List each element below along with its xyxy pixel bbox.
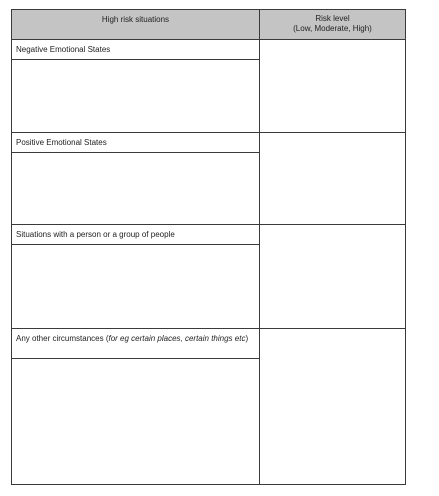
risk-level-negative-emotional-states[interactable] bbox=[260, 40, 406, 133]
header-risk-level bbox=[260, 10, 406, 40]
high-risk-situations-table bbox=[11, 9, 406, 485]
risk-level-situations-with-people[interactable] bbox=[260, 225, 406, 329]
category-label-example-text: for eg certain places, certain things etc bbox=[108, 334, 246, 343]
category-label-negative-emotional-states bbox=[12, 40, 260, 60]
category-label-positive-emotional-states bbox=[12, 133, 260, 153]
risk-level-positive-emotional-states[interactable] bbox=[260, 133, 406, 225]
risk-level-other-circumstances[interactable] bbox=[260, 329, 406, 485]
entry-situations-with-people[interactable] bbox=[12, 245, 260, 329]
category-label-text: Positive Emotional States bbox=[16, 138, 107, 147]
entry-negative-emotional-states[interactable] bbox=[12, 60, 260, 133]
category-label-text: Any other circumstances ( bbox=[16, 334, 109, 343]
header-risk-level-scale: (Low, Moderate, High) bbox=[293, 24, 372, 33]
category-label-situations-with-people bbox=[12, 225, 260, 245]
header-risk-level-text: Risk level bbox=[315, 14, 350, 23]
category-label-text: Situations with a person or a group of people bbox=[16, 230, 175, 239]
entry-positive-emotional-states[interactable] bbox=[12, 153, 260, 225]
header-high-risk-situations bbox=[12, 10, 260, 40]
entry-other-circumstances[interactable] bbox=[12, 359, 260, 485]
category-label-closing-paren: ) bbox=[245, 334, 249, 343]
category-label-text: Negative Emotional States bbox=[16, 45, 111, 54]
header-high-risk-situations-text: High risk situations bbox=[101, 15, 170, 24]
category-label-other-circumstances bbox=[12, 329, 260, 359]
